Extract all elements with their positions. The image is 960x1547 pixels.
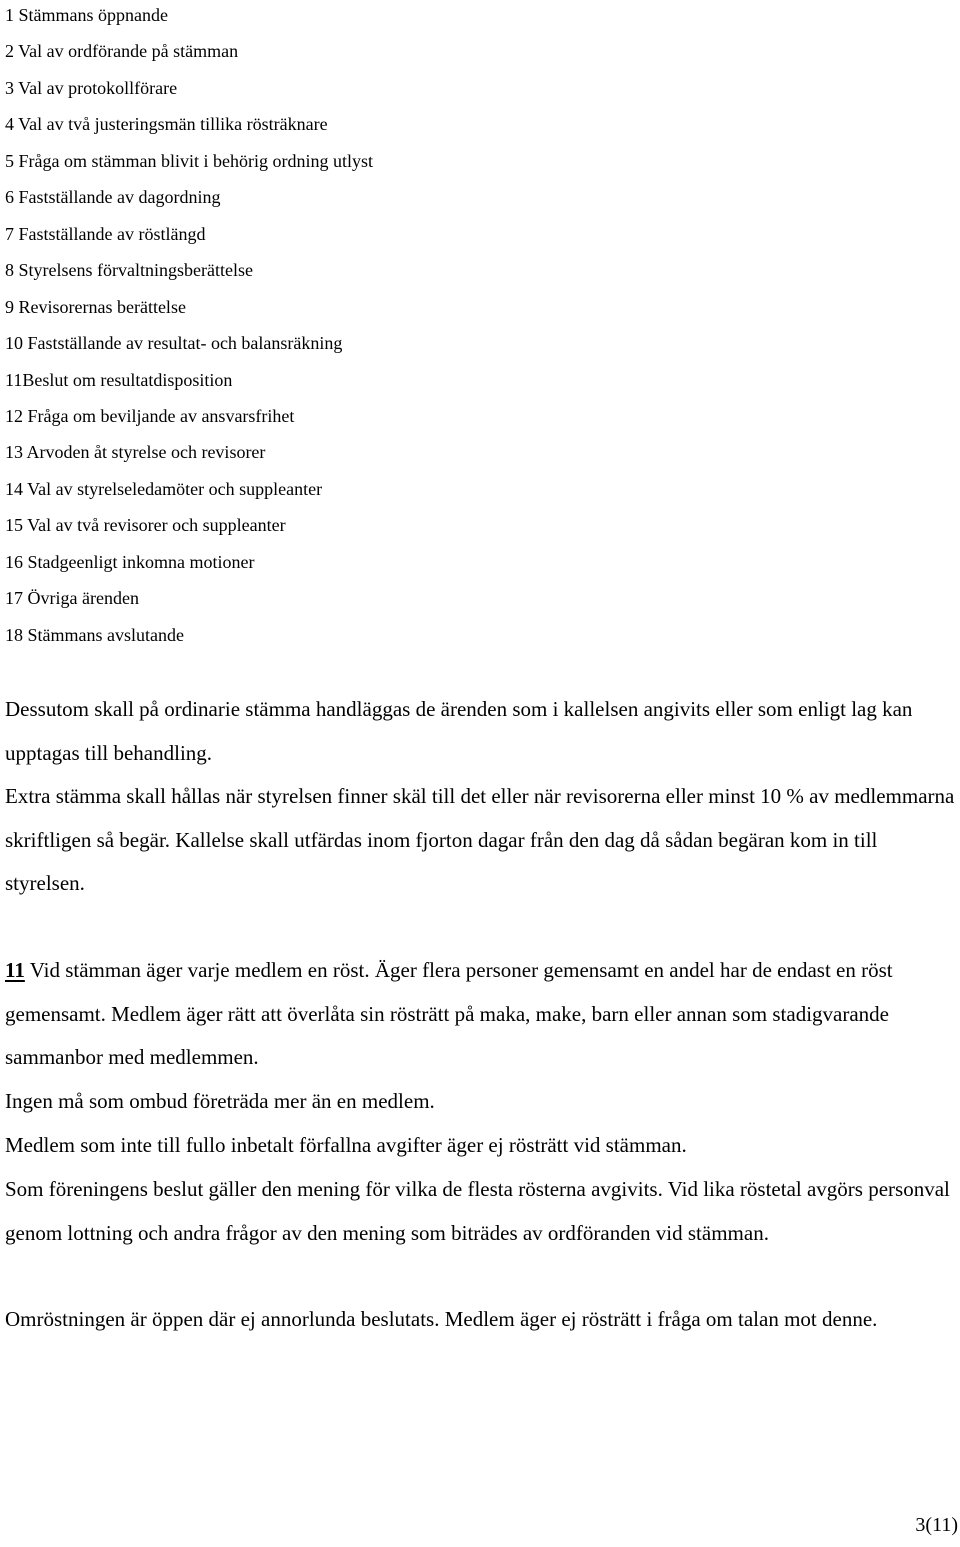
paragraph-extra-stamma: Extra stämma skall hållas när styrelsen finner skäl till det eller när revisorerna eller minst 10 % av medlemmarna skriftligen så begär. Kallelse skall utfärdas inom fjorton dagar från den dag då sådan begäran kom in till styrelsen. — [5, 784, 955, 895]
section-number: 11 — [5, 958, 25, 982]
agenda-item: 2 Val av ordförande på stämman — [5, 41, 239, 62]
paragraph-avgifter: Medlem som inte till fullo inbetalt förfallna avgifter äger ej rösträtt vid stämman. — [5, 1133, 687, 1157]
paragraph-omrostning: Omröstningen är öppen där ej annorlunda beslutats. Medlem äger ej rösträtt i fråga om talan mot denne. — [5, 1307, 878, 1331]
agenda-item: 5 Fråga om stämman blivit i behörig ordning utlyst — [5, 150, 373, 171]
agenda-item: 14 Val av styrelseledamöter och suppleanter — [5, 478, 323, 499]
agenda-item: 9 Revisorernas berättelse — [5, 296, 186, 317]
agenda-item: 13 Arvoden åt styrelse och revisorer — [5, 442, 266, 463]
agenda-item: 7 Fastställande av röstlängd — [5, 223, 206, 244]
agenda-item: 16 Stadgeenligt inkomna motioner — [5, 551, 255, 572]
agenda-item: 8 Styrelsens förvaltningsberättelse — [5, 260, 253, 281]
page-number: 3(11) — [915, 1514, 958, 1536]
agenda-item: 6 Fastställande av dagordning — [5, 187, 221, 208]
paragraph-beslut: Som föreningens beslut gäller den mening för vilka de flesta rösterna avgivits. Vid lika röstetal avgörs personval genom lottning och andra frågor av den mening som biträdes av ordföranden vid stämman. — [5, 1177, 950, 1245]
paragraph-dessutom: Dessutom skall på ordinarie stämma handläggas de ärenden som i kallelsen angivits eller som enligt lag kan upptagas till behandling. — [5, 697, 913, 765]
agenda-item: 11Beslut om resultatdisposition — [5, 369, 233, 390]
agenda-item: 3 Val av protokollförare — [5, 77, 178, 98]
section-11-paragraph — [5, 949, 960, 1080]
agenda-list — [5, 0, 373, 653]
paragraph-ombud: Ingen må som ombud företräda mer än en medlem. — [5, 1089, 435, 1113]
agenda-item: 18 Stämmans avslutande — [5, 624, 184, 645]
agenda-item: 4 Val av två justeringsmän tillika rösträknare — [5, 114, 328, 135]
section-11-text: Vid stämman äger varje medlem en röst. Äger flera personer gemensamt en andel har de endast en röst gemensamt. Medlem äger rätt att överlåta sin rösträtt på maka, make, barn eller annan som stadigvarande sammanbor med medlemmen. — [5, 958, 893, 1069]
agenda-item: 1 Stämmans öppnande — [5, 5, 168, 25]
agenda-item: 10 Fastställande av resultat- och balansräkning — [5, 333, 343, 354]
agenda-item: 12 Fråga om beviljande av ansvarsfrihet — [5, 405, 295, 426]
agenda-item: 17 Övriga ärenden — [5, 588, 139, 609]
agenda-item: 15 Val av två revisorer och suppleanter — [5, 515, 286, 536]
